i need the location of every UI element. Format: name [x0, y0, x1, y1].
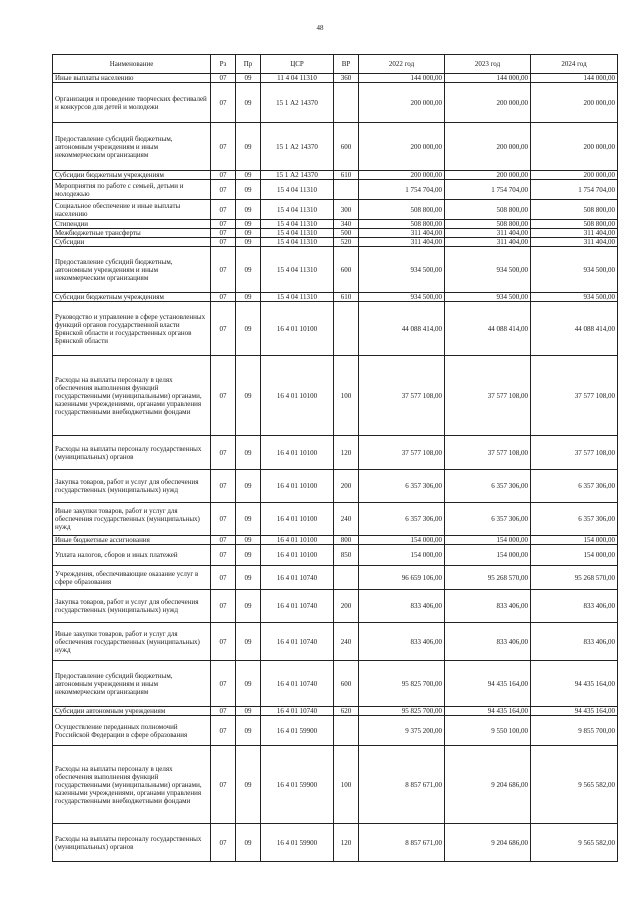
row-value-2022: 37 577 108,00: [359, 356, 445, 436]
row-value-2023: 1 754 704,00: [445, 180, 531, 200]
row-value-2023: 9 204 686,00: [445, 746, 531, 824]
header-year-2024: 2024 год: [531, 55, 618, 74]
row-rz: 07: [211, 83, 236, 123]
row-value-2024: 200 000,00: [531, 123, 618, 171]
row-vr: 200: [334, 470, 359, 503]
row-rz: 07: [211, 545, 236, 566]
row-vr: 100: [334, 746, 359, 824]
row-value-2024: 311 404,00: [531, 238, 618, 247]
row-name: Иные закупки товаров, работ и услуг для обеспечения государственных (муниципальных) нужд: [53, 503, 211, 536]
row-value-2022: 200 000,00: [359, 171, 445, 180]
row-value-2023: 94 435 164,00: [445, 707, 531, 716]
table-row: [53, 590, 618, 623]
row-rz: 07: [211, 74, 236, 83]
row-pr: 09: [236, 470, 261, 503]
row-rz: 07: [211, 661, 236, 707]
row-value-2022: 311 404,00: [359, 229, 445, 238]
row-name: Уплата налогов, сборов и иных платежей: [53, 545, 211, 566]
table-row: [53, 470, 618, 503]
row-name: Руководство и управление в сфере установленных функций органов государственной власти Брянской области и государственных органов Брянской области: [53, 302, 211, 356]
row-value-2022: 8 857 671,00: [359, 824, 445, 862]
row-rz: 07: [211, 436, 236, 470]
row-vr: [334, 566, 359, 590]
row-value-2023: 154 000,00: [445, 536, 531, 545]
row-pr: 09: [236, 707, 261, 716]
row-pr: 09: [236, 623, 261, 661]
row-vr: 100: [334, 356, 359, 436]
row-vr: [334, 180, 359, 200]
table-row: [53, 566, 618, 590]
row-name: Расходы на выплаты персоналу государственных (муниципальных) органов: [53, 436, 211, 470]
row-value-2023: 200 000,00: [445, 123, 531, 171]
row-vr: [334, 83, 359, 123]
row-name: Расходы на выплаты персоналу в целях обеспечения выполнения функций государственными (муниципальными) органами, казенными учреждениями, органами управления государственными внебюджетными фондами: [53, 356, 211, 436]
header-name: Наименование: [53, 55, 211, 74]
table-row: [53, 503, 618, 536]
row-pr: 09: [236, 302, 261, 356]
row-vr: 200: [334, 590, 359, 623]
row-csr: 16 4 01 10100: [261, 503, 334, 536]
row-value-2022: 200 000,00: [359, 123, 445, 171]
row-vr: [334, 302, 359, 356]
row-value-2024: 9 855 700,00: [531, 716, 618, 746]
row-csr: 15 4 04 11310: [261, 238, 334, 247]
table-row: [53, 220, 618, 229]
row-pr: 09: [236, 180, 261, 200]
row-value-2023: 200 000,00: [445, 83, 531, 123]
row-rz: 07: [211, 716, 236, 746]
row-rz: 07: [211, 293, 236, 302]
row-value-2022: 6 357 306,00: [359, 503, 445, 536]
row-value-2023: 144 000,00: [445, 74, 531, 83]
row-vr: 500: [334, 229, 359, 238]
row-vr: 120: [334, 824, 359, 862]
header-vr: ВР: [334, 55, 359, 74]
row-value-2024: 94 435 164,00: [531, 661, 618, 707]
row-rz: 07: [211, 302, 236, 356]
table-header-row: [53, 55, 618, 74]
row-value-2022: 200 000,00: [359, 83, 445, 123]
row-pr: 09: [236, 824, 261, 862]
row-value-2022: 934 500,00: [359, 247, 445, 293]
row-rz: 07: [211, 707, 236, 716]
row-rz: 07: [211, 623, 236, 661]
header-rz: Рз: [211, 55, 236, 74]
table-row: [53, 302, 618, 356]
row-value-2023: 934 500,00: [445, 247, 531, 293]
row-pr: 09: [236, 746, 261, 824]
row-pr: 09: [236, 238, 261, 247]
row-value-2024: 934 500,00: [531, 293, 618, 302]
row-value-2023: 508 800,00: [445, 220, 531, 229]
row-csr: 16 4 01 10100: [261, 356, 334, 436]
row-vr: 300: [334, 200, 359, 220]
row-value-2023: 9 204 686,00: [445, 824, 531, 862]
row-csr: 16 4 01 10100: [261, 470, 334, 503]
row-vr: 610: [334, 293, 359, 302]
row-name: Закупка товаров, работ и услуг для обеспечения государственных (муниципальных) нужд: [53, 590, 211, 623]
table-row: [53, 247, 618, 293]
row-csr: 15 4 04 11310: [261, 247, 334, 293]
row-value-2023: 833 406,00: [445, 623, 531, 661]
row-value-2022: 95 825 700,00: [359, 661, 445, 707]
row-pr: 09: [236, 123, 261, 171]
row-value-2022: 934 500,00: [359, 293, 445, 302]
table-row: [53, 200, 618, 220]
header-year-2023: 2023 год: [445, 55, 531, 74]
row-name: Расходы на выплаты персоналу государственных (муниципальных) органов: [53, 824, 211, 862]
row-value-2022: 6 357 306,00: [359, 470, 445, 503]
row-name: Иные бюджетные ассигнования: [53, 536, 211, 545]
row-rz: 07: [211, 229, 236, 238]
row-value-2023: 95 268 570,00: [445, 566, 531, 590]
row-csr: 16 4 01 10100: [261, 302, 334, 356]
row-csr: 15 1 А2 14370: [261, 123, 334, 171]
row-rz: 07: [211, 503, 236, 536]
row-vr: 600: [334, 123, 359, 171]
row-csr: 15 4 04 11310: [261, 220, 334, 229]
row-name: Осуществление переданных полномочий Российской Федерации в сфере образования: [53, 716, 211, 746]
row-pr: 09: [236, 661, 261, 707]
row-csr: 11 4 04 11310: [261, 74, 334, 83]
row-value-2022: 311 404,00: [359, 238, 445, 247]
row-rz: 07: [211, 536, 236, 545]
row-value-2024: 9 565 582,00: [531, 746, 618, 824]
row-csr: 16 4 01 10740: [261, 623, 334, 661]
row-value-2024: 6 357 306,00: [531, 470, 618, 503]
row-csr: 16 4 01 10740: [261, 590, 334, 623]
row-name: Предоставление субсидий бюджетным, автономным учреждениям и иным некоммерческим организациям: [53, 661, 211, 707]
table-row: [53, 707, 618, 716]
header-csr: ЦСР: [261, 55, 334, 74]
row-value-2024: 37 577 108,00: [531, 356, 618, 436]
row-csr: 15 1 А2 14370: [261, 83, 334, 123]
row-rz: 07: [211, 247, 236, 293]
row-value-2023: 44 088 414,00: [445, 302, 531, 356]
row-value-2022: 95 825 700,00: [359, 707, 445, 716]
row-value-2024: 37 577 108,00: [531, 436, 618, 470]
row-rz: 07: [211, 470, 236, 503]
row-pr: 09: [236, 536, 261, 545]
row-name: Закупка товаров, работ и услуг для обеспечения государственных (муниципальных) нужд: [53, 470, 211, 503]
row-name: Учреждения, обеспечивающие оказание услуг в сфере образования: [53, 566, 211, 590]
row-value-2024: 95 268 570,00: [531, 566, 618, 590]
row-vr: 360: [334, 74, 359, 83]
row-vr: 520: [334, 238, 359, 247]
row-value-2024: 6 357 306,00: [531, 503, 618, 536]
table-row: [53, 229, 618, 238]
row-value-2024: 1 754 704,00: [531, 180, 618, 200]
table-row: [53, 661, 618, 707]
row-name: Субсидии бюджетным учреждениям: [53, 171, 211, 180]
table-row: [53, 293, 618, 302]
table-row: [53, 356, 618, 436]
row-value-2023: 833 406,00: [445, 590, 531, 623]
row-rz: 07: [211, 356, 236, 436]
row-value-2022: 833 406,00: [359, 623, 445, 661]
row-pr: 09: [236, 716, 261, 746]
row-value-2023: 6 357 306,00: [445, 503, 531, 536]
header-year-2022: 2022 год: [359, 55, 445, 74]
row-vr: 340: [334, 220, 359, 229]
row-value-2022: 37 577 108,00: [359, 436, 445, 470]
row-rz: 07: [211, 123, 236, 171]
page-number: 48: [316, 24, 324, 32]
row-name: Иные закупки товаров, работ и услуг для обеспечения государственных (муниципальных) нужд: [53, 623, 211, 661]
row-value-2022: 1 754 704,00: [359, 180, 445, 200]
row-vr: 600: [334, 661, 359, 707]
table-row: [53, 746, 618, 824]
row-value-2022: 144 000,00: [359, 74, 445, 83]
row-value-2022: 8 857 671,00: [359, 746, 445, 824]
row-pr: 09: [236, 436, 261, 470]
row-value-2022: 154 000,00: [359, 545, 445, 566]
row-csr: 16 4 01 10740: [261, 566, 334, 590]
row-vr: 240: [334, 623, 359, 661]
table-row: [53, 716, 618, 746]
budget-table: [52, 54, 618, 862]
row-csr: 15 4 04 11310: [261, 200, 334, 220]
row-csr: 16 4 01 59900: [261, 824, 334, 862]
row-vr: 850: [334, 545, 359, 566]
row-value-2024: 154 000,00: [531, 536, 618, 545]
row-pr: 09: [236, 356, 261, 436]
row-value-2022: 96 659 106,00: [359, 566, 445, 590]
row-pr: 09: [236, 293, 261, 302]
row-value-2024: 200 000,00: [531, 171, 618, 180]
row-name: Организация и проведение творческих фестивалей и конкурсов для детей и молодежи: [53, 83, 211, 123]
row-vr: 610: [334, 171, 359, 180]
row-value-2024: 154 000,00: [531, 545, 618, 566]
row-value-2024: 44 088 414,00: [531, 302, 618, 356]
row-name: Субсидии бюджетным учреждениям: [53, 293, 211, 302]
row-csr: 15 1 А2 14370: [261, 171, 334, 180]
row-value-2022: 508 800,00: [359, 200, 445, 220]
row-value-2024: 9 565 582,00: [531, 824, 618, 862]
row-value-2023: 934 500,00: [445, 293, 531, 302]
row-rz: 07: [211, 238, 236, 247]
row-value-2022: 833 406,00: [359, 590, 445, 623]
row-pr: 09: [236, 200, 261, 220]
row-pr: 09: [236, 74, 261, 83]
row-rz: 07: [211, 824, 236, 862]
row-value-2024: 94 435 164,00: [531, 707, 618, 716]
row-value-2023: 154 000,00: [445, 545, 531, 566]
row-value-2022: 508 800,00: [359, 220, 445, 229]
row-vr: 800: [334, 536, 359, 545]
table-row: [53, 123, 618, 171]
table-row: [53, 436, 618, 470]
row-rz: 07: [211, 220, 236, 229]
row-name: Предоставление субсидий бюджетным, автономным учреждениям и иным некоммерческим организациям: [53, 123, 211, 171]
row-value-2023: 311 404,00: [445, 238, 531, 247]
row-vr: [334, 716, 359, 746]
row-csr: 15 4 04 11310: [261, 229, 334, 238]
row-name: Социальное обеспечение и иные выплаты населению: [53, 200, 211, 220]
row-value-2024: 200 000,00: [531, 83, 618, 123]
row-csr: 16 4 01 10100: [261, 436, 334, 470]
row-value-2022: 154 000,00: [359, 536, 445, 545]
row-name: Межбюджетные трансферты: [53, 229, 211, 238]
row-value-2023: 200 000,00: [445, 171, 531, 180]
row-csr: 16 4 01 10100: [261, 545, 334, 566]
row-vr: 120: [334, 436, 359, 470]
row-name: Стипендии: [53, 220, 211, 229]
table-row: [53, 238, 618, 247]
row-rz: 07: [211, 200, 236, 220]
row-pr: 09: [236, 247, 261, 293]
row-name: Мероприятия по работе с семьей, детьми и молодежью: [53, 180, 211, 200]
row-value-2024: 144 000,00: [531, 74, 618, 83]
row-pr: 09: [236, 171, 261, 180]
table-row: [53, 536, 618, 545]
row-vr: 240: [334, 503, 359, 536]
row-csr: 16 4 01 59900: [261, 716, 334, 746]
row-value-2023: 508 800,00: [445, 200, 531, 220]
row-csr: 16 4 01 59900: [261, 746, 334, 824]
row-rz: 07: [211, 590, 236, 623]
row-value-2022: 9 375 200,00: [359, 716, 445, 746]
header-pr: Пр: [236, 55, 261, 74]
row-pr: 09: [236, 545, 261, 566]
row-value-2024: 508 800,00: [531, 220, 618, 229]
table-row: [53, 623, 618, 661]
row-vr: 620: [334, 707, 359, 716]
row-rz: 07: [211, 171, 236, 180]
row-name: Субсидии автономным учреждениям: [53, 707, 211, 716]
row-rz: 07: [211, 746, 236, 824]
row-value-2023: 37 577 108,00: [445, 356, 531, 436]
row-value-2024: 311 404,00: [531, 229, 618, 238]
table-row: [53, 74, 618, 83]
row-csr: 16 4 01 10100: [261, 536, 334, 545]
row-csr: 16 4 01 10740: [261, 707, 334, 716]
table-row: [53, 83, 618, 123]
table-row: [53, 545, 618, 566]
table-row: [53, 171, 618, 180]
row-csr: 16 4 01 10740: [261, 661, 334, 707]
row-value-2024: 833 406,00: [531, 590, 618, 623]
row-value-2023: 9 550 100,00: [445, 716, 531, 746]
row-value-2024: 934 500,00: [531, 247, 618, 293]
row-name: Предоставление субсидий бюджетным, автономным учреждениям и иным некоммерческим организациям: [53, 247, 211, 293]
table-row: [53, 180, 618, 200]
row-csr: 15 4 04 11310: [261, 293, 334, 302]
row-pr: 09: [236, 220, 261, 229]
row-value-2024: 508 800,00: [531, 200, 618, 220]
row-pr: 09: [236, 229, 261, 238]
row-value-2023: 311 404,00: [445, 229, 531, 238]
row-name: Иные выплаты населению: [53, 74, 211, 83]
row-vr: 600: [334, 247, 359, 293]
row-pr: 09: [236, 83, 261, 123]
row-value-2023: 94 435 164,00: [445, 661, 531, 707]
table-row: [53, 824, 618, 862]
row-rz: 07: [211, 180, 236, 200]
row-value-2024: 833 406,00: [531, 623, 618, 661]
row-csr: 15 4 04 11310: [261, 180, 334, 200]
row-pr: 09: [236, 590, 261, 623]
row-pr: 09: [236, 566, 261, 590]
row-value-2023: 6 357 306,00: [445, 470, 531, 503]
row-name: Субсидии: [53, 238, 211, 247]
row-pr: 09: [236, 503, 261, 536]
row-name: Расходы на выплаты персоналу в целях обеспечения выполнения функций государственными (муниципальными) органами, казенными учреждениями, органами управления государственными внебюджетными фондами: [53, 746, 211, 824]
row-value-2023: 37 577 108,00: [445, 436, 531, 470]
row-rz: 07: [211, 566, 236, 590]
row-value-2022: 44 088 414,00: [359, 302, 445, 356]
